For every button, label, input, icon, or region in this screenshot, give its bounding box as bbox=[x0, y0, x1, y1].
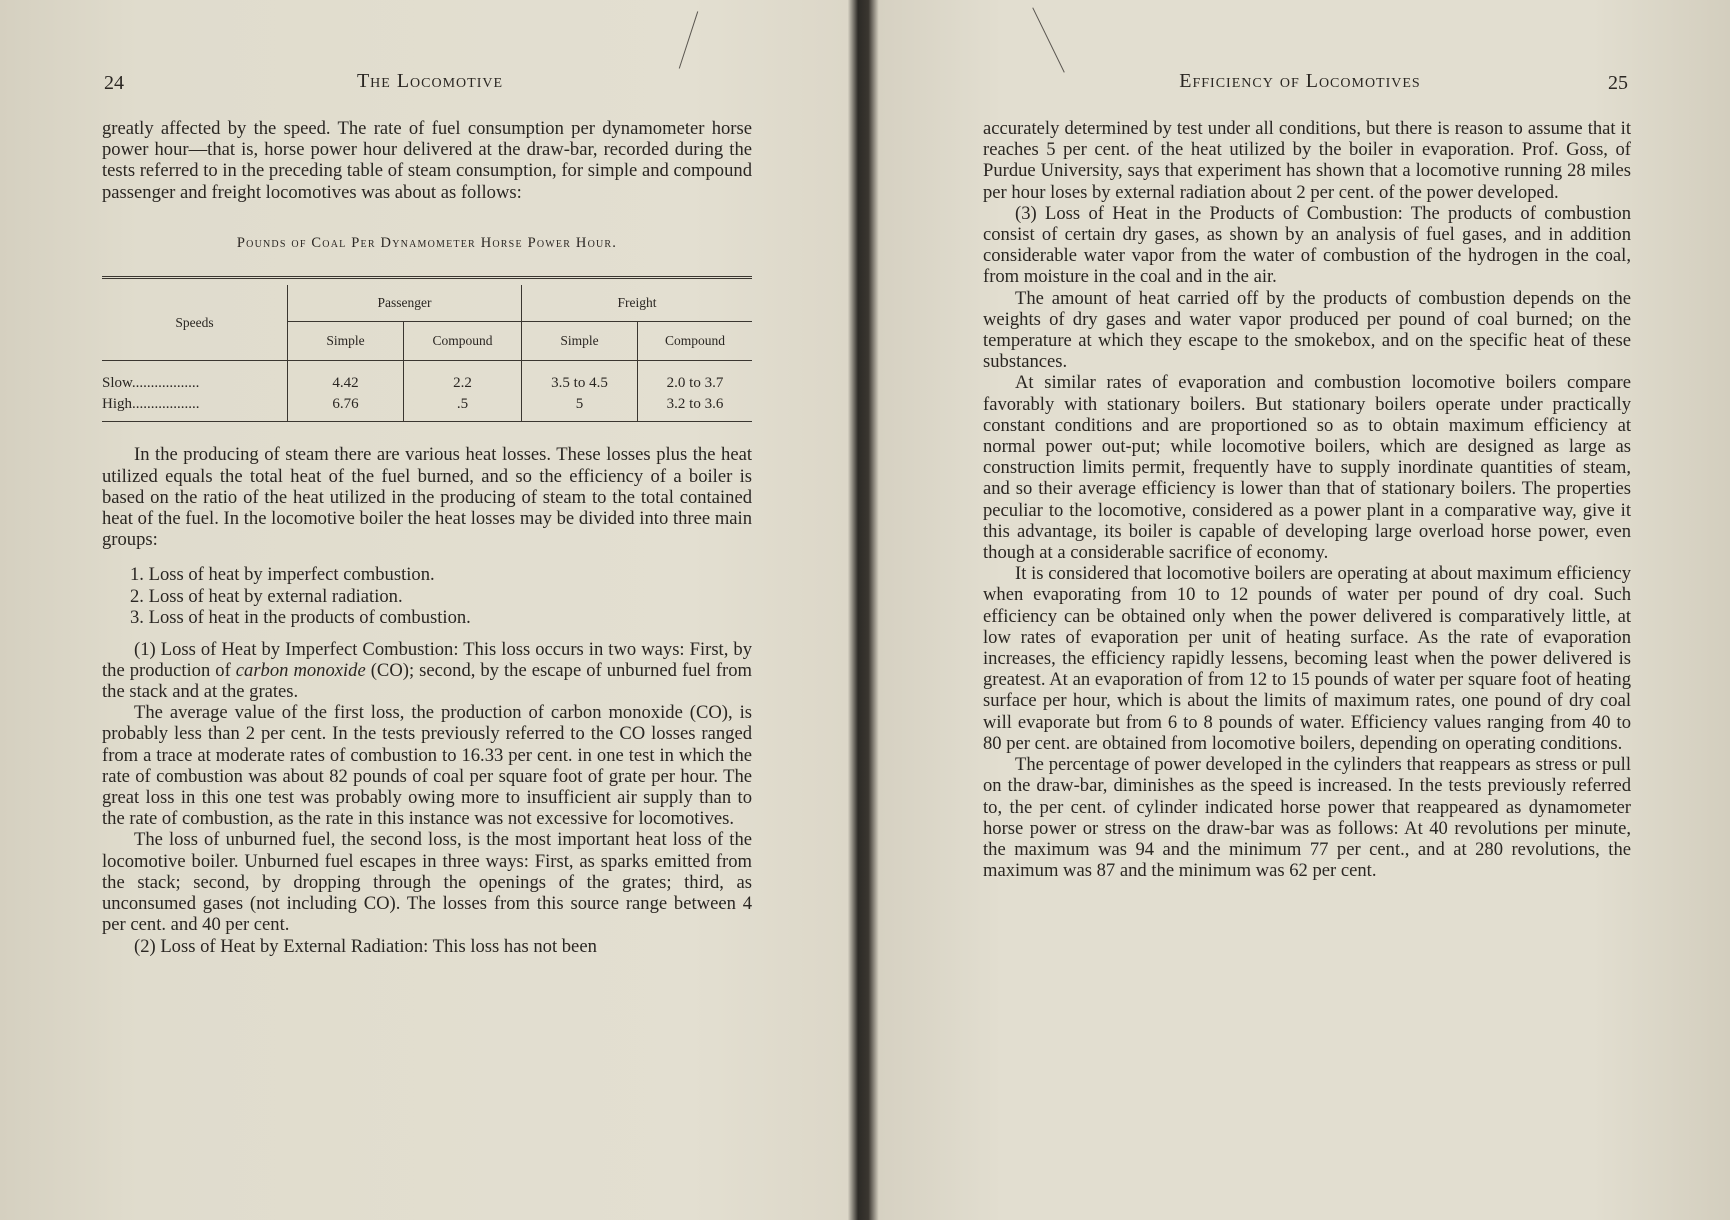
cell-value: 3.2 to 3.6 bbox=[638, 394, 753, 422]
right-page bbox=[870, 0, 1730, 1220]
external-radiation-paragraph: (2) Loss of Heat by External Radiation: This loss has not been bbox=[134, 935, 597, 957]
cell-value: 3.5 to 4.5 bbox=[522, 361, 638, 395]
cell-value: 4.42 bbox=[288, 361, 404, 395]
page-number: 24 bbox=[104, 72, 124, 94]
heat-carried-off-paragraph: The amount of heat carried off by the products of combustion depends on the weights of dry gases and water vapor produced per pound of coal burned; on the temperature at which they escape to the smokebox, and on the specific heat of these substances. bbox=[983, 287, 1631, 373]
cell-value: .5 bbox=[404, 394, 522, 422]
freight-header: Freight bbox=[522, 285, 753, 322]
running-head: The Locomotive bbox=[356, 70, 504, 92]
heat-losses-paragraph: In the producing of steam there are various heat losses. These losses plus the heat utilized equals the total heat of the fuel burned, and so the efficiency of a boiler is based on the ratio of the heat utilized in the producing of steam to the total contained heat of the fuel. In the locomotive boiler the heat losses may be divided into three main groups: bbox=[102, 444, 752, 551]
leader-dots: .................. bbox=[132, 396, 200, 413]
intro-paragraph: greatly affected by the speed. The rate of fuel consumption per dynamometer horse power hour—that is, horse power hour delivered at the draw-bar, recorded during the tests referred to in the preceding table of steam consumption, for simple and compound passenger and freight locomotives was about as follows: bbox=[102, 118, 752, 203]
drawbar-power-paragraph: The percentage of power developed in the cylinders that reappears as stress or pull on the draw-bar, diminishes as the speed is increased. In the tests previously referred to, the per cent. of cylinder indicated horse power that reappeared as dynamometer horse power or stress on the draw-bar was as follows: At 40 revolutions per minute, the maximum was 94 and the minimum 77 per cent., and at 280 revolutions, the maximum was 87 and the minimum was 62 per cent. bbox=[983, 754, 1631, 882]
freight-simple-header: Simple bbox=[522, 322, 638, 361]
page-number: 25 bbox=[1608, 72, 1628, 94]
cell-value: 2.0 to 3.7 bbox=[638, 361, 753, 395]
freight-compound-header: Compound bbox=[638, 322, 753, 361]
running-head: Efficiency of Locomotives bbox=[1179, 70, 1421, 92]
stationary-comparison-paragraph: At similar rates of evaporation and combustion locomotive boilers compare favorably with stationary boilers. But stationary boilers operate under practically constant conditions and are proportioned so as to obtain maximum efficiency at normal power out-put; while locomotive boilers, which are designed as large as construction limits permit, frequently have to supply inordinate quantities of steam, and so their average efficiency is lower than that of stationary boilers. The properties peculiar to the locomotive, considered as a power plant in a comparative way, give it this advantage, its boiler is capable of developing large overload horse power, even though at a considerable sacrifice of economy. bbox=[983, 372, 1631, 564]
cell-value: 5 bbox=[522, 394, 638, 422]
list-item: 1. Loss of heat by imperfect combustion. bbox=[130, 564, 435, 586]
text-run: (1) Loss of Heat by Imperfect Combustion: This loss occurs in two ways: First, by the production of bbox=[102, 638, 752, 681]
table-row bbox=[102, 394, 752, 422]
radiation-continued-paragraph: accurately determined by test under all conditions, but there is reason to assume that it reaches 5 per cent. of the heat utilized by the boiler in evaporation. Prof. Goss, of Purdue University, says that experiment has shown that a locomotive running 28 miles per hour loses by external radiation about 2 per cent. of the power developed. bbox=[983, 118, 1631, 203]
cell-value: 2.2 bbox=[404, 361, 522, 395]
pass-compound-header: Compound bbox=[404, 322, 522, 361]
leader-dots: .................. bbox=[131, 375, 200, 392]
table-caption: Pounds of Coal Per Dynamometer Horse Power Hour. bbox=[236, 234, 618, 251]
left-text-column bbox=[102, 118, 752, 957]
speed-label: Slow bbox=[102, 375, 132, 392]
coal-table bbox=[102, 276, 752, 422]
passenger-header: Passenger bbox=[288, 285, 522, 322]
table-row bbox=[102, 361, 752, 395]
right-text-column bbox=[983, 118, 1631, 881]
list-item: 3. Loss of heat in the products of combustion. bbox=[130, 607, 471, 629]
speeds-header: Speeds bbox=[102, 285, 288, 361]
unburned-fuel-paragraph: The loss of unburned fuel, the second loss, is the most important heat loss of the locomotive boiler. Unburned fuel escapes in three ways: First, as sparks emitted from the stack; second, by dropping through the openings of the grates; third, as unconsumed gases (not including CO). The losses from this source range between 4 per cent. and 40 per cent. bbox=[102, 829, 752, 936]
italic-term: carbon monoxide bbox=[235, 659, 366, 681]
carbon-monoxide-paragraph: The average value of the first loss, the production of carbon monoxide (CO), is probably less than 2 per cent. In the tests previously referred to the CO losses ranged from a trace at moderate rates of combustion to 16.33 per cent. in one test in which the rate of combustion was about 82 pounds of coal per square foot of grate per hour. The great loss in this one test was probably owing more to insufficient air supply than to the rate of combustion, as the rate in this instance was not excessive for locomotives. bbox=[102, 702, 752, 830]
speed-label: High bbox=[102, 396, 132, 413]
maximum-efficiency-paragraph: It is considered that locomotive boilers are operating at about maximum efficiency when evaporating from 10 to 12 pounds of water per pound of dry coal. Such efficiency can be obtained only when the power delivered is comparatively little, at low rates of evaporation per unit of heating surface. As the rate of evaporation increases, the efficiency rapidly lessens, becoming least when the power delivered is greatest. At an evaporation of from 12 to 15 pounds of water per square foot of heating surface per hour, which is about the limits of maximum rates, one pound of dry coal will evaporate but from 6 to 8 pounds of water. Efficiency values ranging from 40 to 80 per cent. are obtained from locomotive boilers, depending on operating conditions. bbox=[983, 563, 1631, 754]
left-page bbox=[0, 0, 860, 1220]
list-item: 2. Loss of heat by external radiation. bbox=[130, 585, 403, 607]
loss-list bbox=[130, 564, 752, 628]
text-run: (CO); second, by the escape of unburned fuel from the stack and at the grates. bbox=[102, 659, 752, 703]
imperfect-combustion-paragraph bbox=[102, 639, 752, 703]
pass-simple-header: Simple bbox=[288, 322, 404, 361]
products-of-combustion-paragraph: (3) Loss of Heat in the Products of Combustion: The products of combustion consist of certain dry gases, as shown by an analysis of fuel gases, and in addition considerable water vapor from the water of combustion of the hydrogen in the coal, from moisture in the coal and in the air. bbox=[983, 202, 1631, 288]
cell-value: 6.76 bbox=[288, 394, 404, 422]
